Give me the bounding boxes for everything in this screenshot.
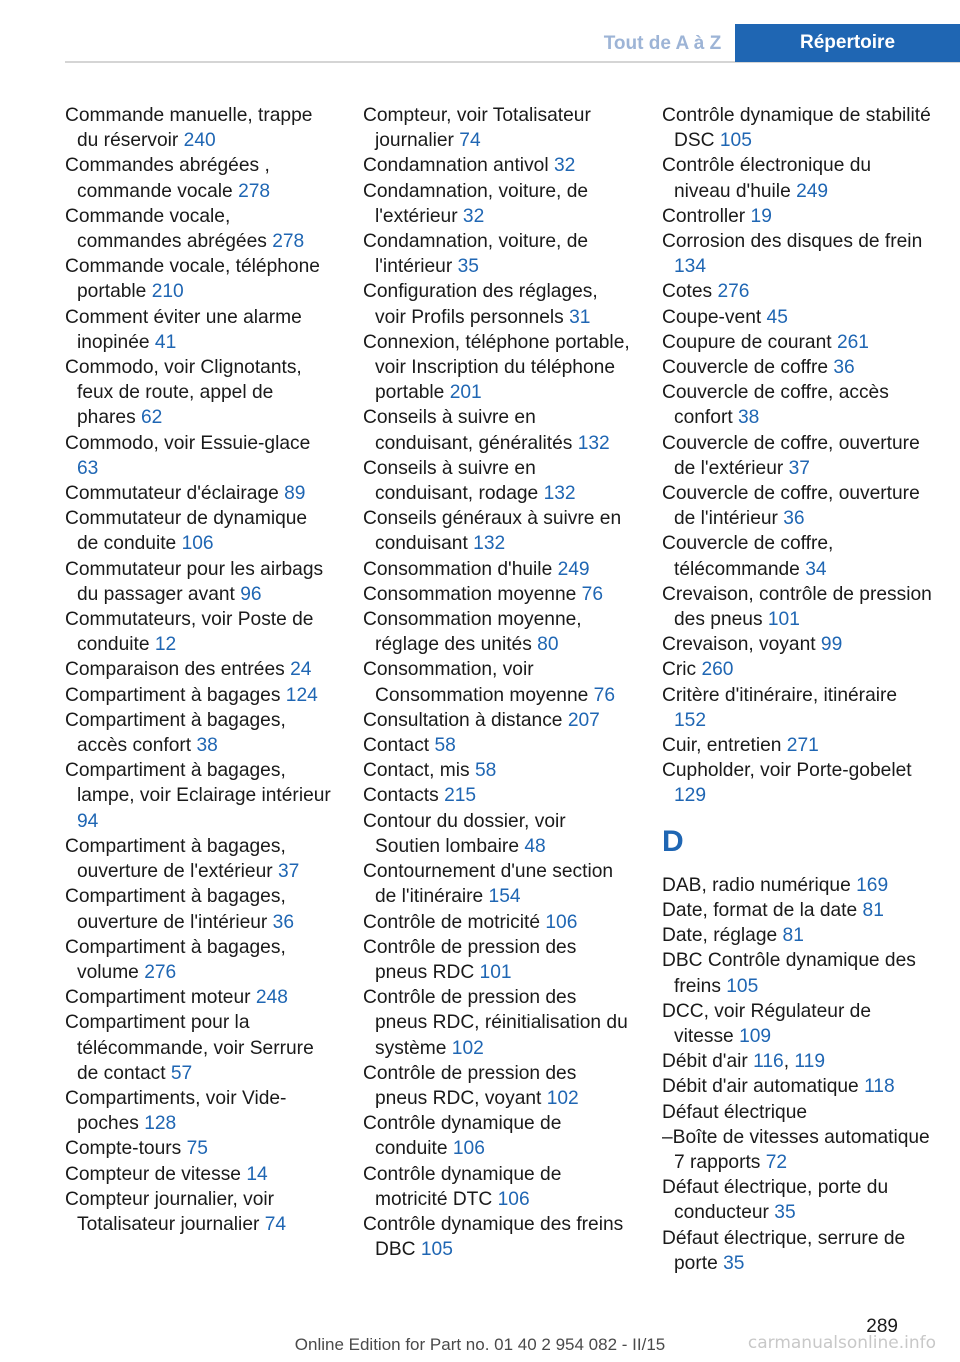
page-ref-link[interactable]: 105 — [719, 130, 752, 152]
page-ref-link[interactable]: 38 — [196, 735, 218, 757]
index-entry — [662, 355, 932, 380]
page-ref-link[interactable]: 57 — [170, 1062, 193, 1084]
index-entry — [363, 179, 631, 229]
index-entry — [65, 431, 333, 481]
page-ref-link[interactable]: 37 — [278, 861, 300, 883]
page-ref-link[interactable]: 81 — [862, 899, 884, 921]
index-entry — [363, 506, 631, 556]
index-entry — [662, 1100, 932, 1125]
index-entry-text: Contact — [363, 735, 430, 757]
page-ref-link[interactable]: 34 — [805, 558, 827, 580]
page-ref-link[interactable]: 74 — [264, 1213, 287, 1235]
index-entry-text: Contournement d'une section de l'itinéraire — [363, 861, 614, 908]
index-entry-text: Couvercle de coffre — [662, 357, 829, 379]
index-entry-text: Contrôle dynamique de conduite — [363, 1113, 562, 1160]
index-entry-text: Conseils à suivre en conduisant, rodage — [363, 457, 539, 505]
index-entry-text: Compartiment à bagages, accès confort — [65, 709, 286, 757]
page-ref-link[interactable]: 81 — [782, 925, 804, 947]
page-ref-link[interactable]: 35 — [457, 256, 479, 278]
index-entry-text: Couvercle de coffre, télécommande — [662, 533, 834, 580]
index-entry-text: Configuration des réglages, voir Profils personnels — [363, 281, 598, 328]
index-entry — [662, 632, 932, 657]
index-entry — [65, 758, 333, 834]
page-ref-link[interactable]: 58 — [434, 735, 456, 757]
index-entry-text: Compartiments, voir Vide-poches — [65, 1087, 287, 1135]
index-entry — [363, 985, 631, 1061]
footer-edition: Online Edition for Part no. 01 40 2 954 082 - II/15 — [294, 1335, 666, 1354]
index-entry — [65, 834, 333, 884]
index-entry — [662, 305, 932, 330]
index-entry — [65, 557, 333, 607]
index-entry-text: Connexion, téléphone portable, voir Inscription du téléphone portable — [363, 331, 630, 404]
index-entry-text: Contrôle de pression des pneus RDC — [363, 936, 577, 983]
page-ref-link[interactable]: 105 — [726, 975, 759, 997]
page-ref-link[interactable]: 32 — [553, 155, 576, 177]
index-entry — [65, 985, 333, 1010]
index-entry — [363, 557, 631, 582]
page-ref-link[interactable]: 72 — [765, 1151, 788, 1173]
page-ref-link[interactable]: 75 — [186, 1138, 208, 1160]
index-entry — [65, 1010, 333, 1086]
page-ref-link[interactable]: 38 — [738, 407, 760, 429]
index-entry — [662, 1175, 932, 1225]
index-entry — [662, 153, 932, 203]
page-number: 289 — [866, 1316, 898, 1337]
index-entry-text: Compartiment moteur — [65, 987, 251, 1009]
page-ref-link[interactable]: 261 — [836, 331, 869, 353]
index-entry-text: Contrôle de motricité — [363, 911, 541, 933]
index-entry — [363, 330, 631, 406]
index-entry — [662, 758, 932, 808]
page-ref-link[interactable]: 128 — [144, 1113, 177, 1135]
page-ref-link[interactable]: 36 — [833, 357, 855, 379]
index-entry — [363, 783, 631, 808]
index-entry — [662, 204, 932, 229]
index-entry — [363, 1061, 631, 1111]
index-entry-text: Compartiment à bagages — [65, 684, 281, 706]
index-entry — [662, 999, 932, 1049]
page-ref-link[interactable]: 48 — [524, 835, 546, 857]
index-entry-text: Compartiment pour la télécommande, voir Serrure de contact — [65, 1012, 314, 1084]
index-entry-text: Coupure de courant — [662, 331, 832, 353]
index-entry-text: DCC, voir Régulateur de vitesse — [662, 1000, 872, 1047]
index-entry — [65, 355, 333, 431]
page-ref-link[interactable]: 80 — [537, 634, 559, 656]
index-entry-text: Consultation à distance — [363, 709, 563, 731]
index-entry — [363, 935, 631, 985]
page-ref-link[interactable]: 45 — [766, 306, 788, 328]
index-entry-text: Critère d'itinéraire, itinéraire — [662, 684, 898, 706]
index-entry — [662, 229, 932, 279]
page-ref-link[interactable]: 132 — [473, 533, 506, 555]
index-entry-text: Condamnation antivol — [363, 155, 549, 177]
index-entry-text: Compteur, voir Totalisateur journalier — [363, 105, 591, 152]
index-entry-text: Contrôle de pression des pneus RDC, voyant — [363, 1062, 577, 1109]
index-entry-text: Commutateur d'éclairage — [65, 483, 279, 505]
page-ref-link[interactable]: 74 — [459, 130, 481, 152]
page-ref-link[interactable]: 101 — [767, 609, 800, 631]
index-column-3 — [662, 103, 932, 1276]
index-entry — [662, 582, 932, 632]
page-ref-link[interactable]: 124 — [285, 684, 318, 706]
index-entry — [662, 1226, 932, 1276]
index-entry-text: Contrôle dynamique de motricité DTC — [363, 1163, 562, 1210]
page-ref-link[interactable]: 62 — [141, 407, 163, 429]
index-entry — [65, 506, 333, 556]
index-entry-text: Commutateur de dynamique de conduite — [65, 508, 308, 555]
page-ref-link[interactable]: 152 — [674, 709, 707, 731]
index-entry-text: Consommation moyenne — [363, 583, 577, 605]
page-ref-link[interactable]: 106 — [497, 1188, 530, 1210]
index-entry — [363, 607, 631, 657]
index-entry — [662, 948, 932, 998]
page-ref-link[interactable]: 134 — [674, 256, 707, 278]
index-entry-text: Débit d'air — [662, 1051, 748, 1073]
index-letter-heading: D — [662, 824, 684, 858]
index-column-1 — [65, 103, 333, 1237]
index-entry-text: Couvercle de coffre, ouverture de l'extérieur — [662, 432, 920, 479]
index-entry — [65, 1187, 333, 1237]
index-entry — [363, 582, 631, 607]
index-entry-text: Commutateurs, voir Poste de conduite — [65, 609, 314, 656]
index-entry — [65, 607, 333, 657]
index-entry-text: Comment éviter une alarme inopinée — [65, 306, 302, 353]
index-entry — [65, 708, 333, 758]
index-entry-text: Compartiment à bagages, volume — [65, 936, 286, 983]
index-entry: Débit d'air 116, 119 — [662, 1051, 825, 1073]
index-entry — [662, 683, 932, 733]
index-entry-text: Défaut électrique — [662, 1101, 808, 1123]
index-entry-text: Compartiment à bagages, ouverture de l'extérieur — [65, 835, 286, 883]
index-entry-text: Débit d'air automatique — [662, 1076, 859, 1098]
page-ref-link[interactable]: 41 — [154, 331, 177, 353]
page-ref-link[interactable]: 260 — [701, 659, 734, 681]
index-entry — [363, 657, 631, 707]
index-entry-text: Comparaison des entrées — [65, 659, 285, 681]
page-ref-link[interactable]: 215 — [444, 785, 477, 807]
index-entry-text: Consommation d'huile — [363, 558, 553, 580]
page-ref-link[interactable]: 106 — [545, 911, 578, 933]
index-entry-text: Commandes abrégées , commande vocale — [65, 155, 270, 202]
page-ref-link[interactable]: 248 — [255, 987, 288, 1009]
page-ref-link[interactable]: 32 — [462, 205, 485, 227]
page-ref-link[interactable]: 101 — [479, 961, 512, 983]
index-entry-text: Contrôle dynamique de stabilité DSC — [662, 105, 931, 152]
index-entry-text: Défaut électrique, porte du conducteur — [662, 1177, 889, 1224]
page-ref-link[interactable]: 109 — [739, 1025, 772, 1047]
index-entry-text: Cupholder, voir Porte-gobelet — [662, 760, 912, 782]
index-entry-text: Couvercle de coffre, accès confort — [662, 382, 889, 429]
page-ref-link[interactable]: 31 — [569, 306, 591, 328]
index-entry — [363, 1162, 631, 1212]
page-ref-link[interactable]: 58 — [474, 760, 497, 782]
index-entry — [363, 758, 631, 783]
page-ref-link[interactable]: 118 — [864, 1076, 895, 1098]
page-ref-link[interactable]: 154 — [488, 886, 521, 908]
index-entry — [363, 1111, 631, 1161]
index-entry-text: Commande manuelle, trappe du réservoir — [65, 105, 313, 152]
index-entry-text: Condamnation, voiture, de l'intérieur — [363, 231, 589, 278]
page-ref-link[interactable]: 132 — [577, 432, 610, 454]
index-entry — [65, 1136, 333, 1161]
index-entry-text: Commutateur pour les airbags du passager avant — [65, 558, 324, 605]
index-entry — [65, 103, 333, 153]
page-ref-link[interactable]: 106 — [452, 1138, 485, 1160]
page-ref-link[interactable]: 249 — [557, 558, 590, 580]
page-ref-link[interactable]: 94 — [77, 810, 99, 832]
index-entry-text: Date, format de la date — [662, 899, 858, 921]
tab-tout-de-a-a-z[interactable]: Tout de A à Z — [603, 32, 722, 54]
index-entry-text: Controller — [662, 205, 746, 227]
page-ref-link[interactable]: 37 — [788, 457, 810, 479]
index-entry-text: Défaut électrique, serrure de porte — [662, 1227, 906, 1274]
page-ref-link[interactable]: 240 — [183, 130, 216, 152]
page-ref-link[interactable]: 36 — [783, 508, 805, 530]
index-entry-text: Compartiment à bagages, lampe, voir Eclairage intérieur — [65, 760, 331, 807]
index-entry — [363, 910, 631, 935]
index-entry-text: Commande vocale, commandes abrégées — [65, 205, 267, 253]
index-entry — [65, 481, 333, 506]
page-ref-link[interactable]: 96 — [240, 583, 262, 605]
page-ref-link[interactable]: 35 — [774, 1202, 796, 1224]
index-entry — [662, 103, 932, 153]
index-entry-text: Contrôle électronique du niveau d'huile — [662, 155, 872, 202]
index-entry-text: Crevaison, contrôle de pression des pneus — [662, 583, 932, 631]
index-entry-text: Contact, mis — [363, 760, 470, 782]
index-entry-text: Corrosion des disques de frein — [662, 231, 923, 253]
page-ref-link[interactable]: 249 — [796, 180, 829, 202]
index-entry — [363, 733, 631, 758]
index-entry-text: Date, réglage — [662, 925, 778, 947]
page-ref-link[interactable]: 276 — [144, 961, 177, 983]
index-entry — [662, 431, 932, 481]
page-ref-link[interactable]: 76 — [593, 684, 615, 706]
index-entry — [662, 923, 932, 948]
page-ref-link[interactable]: 14 — [246, 1163, 268, 1185]
page-ref-link[interactable]: 278 — [238, 180, 271, 202]
index-entry — [363, 229, 631, 279]
page-ref-link[interactable]: 76 — [581, 583, 603, 605]
index-entry — [65, 657, 333, 682]
sub-entry-dash: – — [662, 1126, 673, 1148]
page-ref-link[interactable]: 210 — [151, 281, 184, 303]
index-entry-text: Consommation, voir Consommation moyenne — [363, 659, 589, 706]
page-ref-link[interactable]: 19 — [750, 205, 772, 227]
index-entry-text: Commodo, voir Essuie-glace — [65, 432, 311, 454]
index-entry-text: DAB, radio numérique — [662, 874, 851, 896]
page-ref-link[interactable]: 129 — [674, 785, 707, 807]
page-ref-link[interactable]: 63 — [77, 457, 99, 479]
index-entry — [363, 103, 631, 153]
index-entry — [662, 531, 932, 581]
page-ref-link[interactable]: 207 — [567, 709, 600, 731]
page-ref-link[interactable]: 12 — [154, 634, 177, 656]
page-ref-link[interactable]: 271 — [786, 735, 819, 757]
index-entry — [662, 733, 932, 758]
page-ref-link[interactable]: 169 — [856, 874, 889, 896]
index-entry-text: Cric — [662, 659, 697, 681]
index-entry-text: Coupe-vent — [662, 306, 762, 328]
index-entry — [662, 279, 932, 304]
index-entry-text: Contacts — [363, 785, 439, 807]
index-entry-text: DBC Contrôle dynamique des freins — [662, 950, 916, 997]
index-entry — [363, 1212, 631, 1262]
page-ref-link[interactable]: 36 — [272, 911, 294, 933]
page-ref-link[interactable]: 106 — [181, 533, 214, 555]
index-entry-text: Commodo, voir Clignotants, feux de route, appel de phares — [65, 357, 302, 429]
index-entry-text: Condamnation, voiture, de l'extérieur — [363, 180, 589, 227]
index-entry — [65, 884, 333, 934]
index-entry-text: Consommation moyenne, réglage des unités — [363, 609, 582, 656]
index-entry-text: Cotes — [662, 281, 713, 303]
index-entry — [662, 1074, 932, 1099]
index-entry-text: Cuir, entretien — [662, 735, 782, 757]
page-ref-link[interactable]: 278 — [272, 231, 305, 253]
index-entry-text: Compteur de vitesse — [65, 1163, 241, 1185]
page-ref-link[interactable]: 89 — [284, 483, 306, 505]
index-entry — [65, 254, 333, 304]
index-entry — [363, 153, 631, 178]
index-entry-text: Contrôle de pression des pneus RDC, réinitialisation du système — [363, 987, 628, 1059]
page-ref-link[interactable]: 119 — [794, 1051, 825, 1073]
index-entry-text: Crevaison, voyant — [662, 634, 816, 656]
page-ref-link[interactable]: 24 — [290, 659, 312, 681]
index-entry-text: Compte-tours — [65, 1138, 182, 1160]
index-entry — [662, 330, 932, 355]
page-ref-link[interactable]: 132 — [543, 483, 576, 505]
page-ref-link[interactable]: 99 — [820, 634, 843, 656]
index-entry-text: Compteur journalier, voir Totalisateur journalier — [65, 1188, 275, 1235]
page-ref-link[interactable]: 102 — [546, 1087, 579, 1109]
page-ref-link[interactable]: 201 — [449, 382, 482, 404]
index-entry — [662, 380, 932, 430]
page-ref-link[interactable]: 276 — [717, 281, 750, 303]
index-entry — [662, 481, 932, 531]
index-entry-text: Boîte de vitesses automatique 7 rapports — [672, 1126, 930, 1173]
index-entry — [65, 305, 333, 355]
index-entry — [363, 279, 631, 329]
page-ref-link[interactable]: 116 — [753, 1051, 784, 1073]
index-entry — [662, 657, 932, 682]
index-entry-text: Commande vocale, téléphone portable — [65, 256, 320, 303]
index-entry-text: Compartiment à bagages, ouverture de l'intérieur — [65, 886, 286, 933]
watermark: carmanualsonline.info — [747, 1333, 936, 1353]
index-entry — [363, 809, 631, 859]
index-entry — [363, 405, 631, 455]
index-entry-text: Couvercle de coffre, ouverture de l'intérieur — [662, 483, 920, 530]
tab-repertoire[interactable]: Répertoire — [735, 24, 960, 62]
index-entry — [65, 1086, 333, 1136]
index-entry — [65, 153, 333, 203]
index-entry-text: Conseils à suivre en conduisant, généralités — [363, 407, 573, 454]
index-entry — [363, 708, 631, 733]
index-entry — [65, 935, 333, 985]
index-entry-text: Contour du dossier, voir Soutien lombaire — [363, 810, 566, 857]
index-sub-entry — [662, 1125, 932, 1175]
index-entry — [363, 456, 631, 506]
index-entry — [65, 683, 333, 708]
index-entry — [65, 1162, 333, 1187]
page-ref-link[interactable]: 105 — [420, 1239, 453, 1261]
index-entry — [662, 873, 932, 898]
page-ref-link[interactable]: 102 — [451, 1037, 484, 1059]
index-entry — [662, 898, 932, 923]
index-entry-text: Contrôle dynamique des freins DBC — [363, 1213, 624, 1261]
index-entry — [363, 859, 631, 909]
index-column-2 — [363, 103, 631, 1262]
page-ref-link[interactable]: 35 — [723, 1252, 745, 1274]
index-entry-text: Conseils généraux à suivre en conduisant — [363, 508, 622, 555]
index-entry — [65, 204, 333, 254]
